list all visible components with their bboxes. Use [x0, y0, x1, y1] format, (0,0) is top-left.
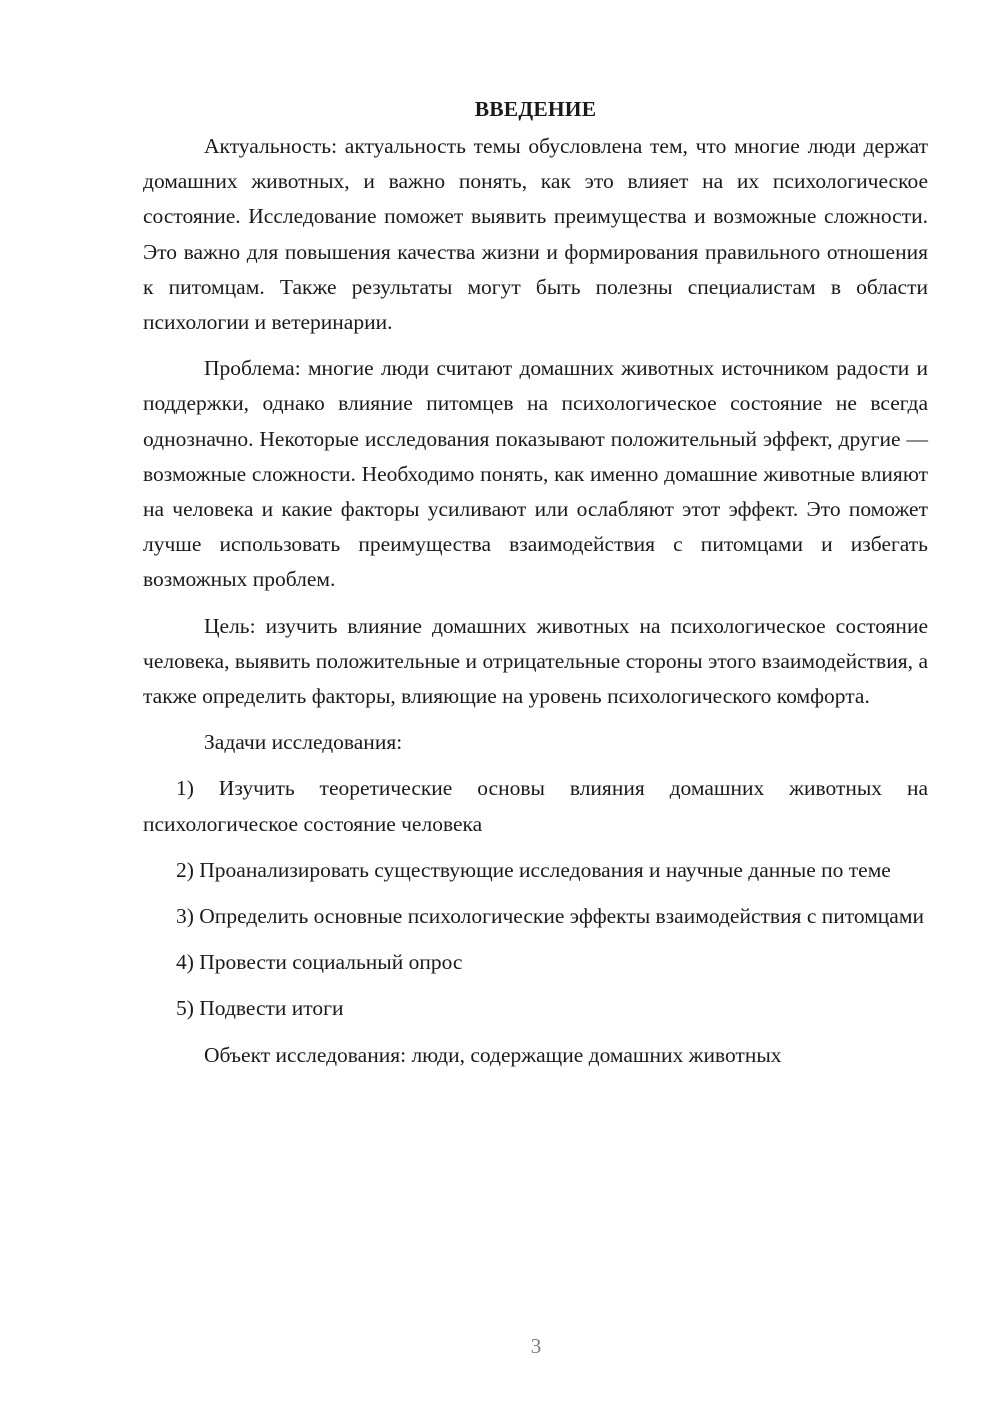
page-title: ВВЕДЕНИЕ — [474, 97, 597, 121]
task-item-5: 5) Подвести итоги — [176, 996, 344, 1021]
tasks-heading: Задачи исследования: — [204, 730, 403, 755]
task-item-4: 4) Провести социальный опрос — [176, 950, 463, 975]
document-page — [143, 92, 928, 1084]
page-number: 3 — [530, 1334, 542, 1358]
paragraph-goal: Цель: изучить влияние домашних животных на психологическое состояние человека, выявить положительные и отрицательные стороны этого взаимодействия, а также определить факторы, влияющие на уровень психологического комфорта. — [143, 613, 928, 709]
task-item-2: 2) Проанализировать существующие исследования и научные данные по теме — [176, 857, 891, 882]
paragraph-relevance: Актуальность: актуальность темы обусловлена тем, что многие люди держат домашних животных, и важно понять, как это влияет на их психологическое состояние. Исследование поможет выявить преимущества и возможные сложности. Это важно для повышения качества жизни и формирования правильного отношения к питомцам. Также результаты могут быть полезны специалистам в области психологии и ветеринарии. — [143, 134, 928, 335]
task-item-3: 3) Определить основные психологические эффекты взаимодействия с питомцами — [176, 904, 924, 929]
task-item-1: 1) Изучить теоретические основы влияния домашних животных на психологическое состояние человека — [143, 776, 928, 836]
paragraph-object: Объект исследования: люди, содержащие домашних животных — [204, 1042, 782, 1067]
paragraph-problem: Проблема: многие люди считают домашних животных источником радости и поддержки, однако влияние питомцев на психологическое состояние не всегда однозначно. Некоторые исследования показывают положительный эффект, другие — возможные сложности. Необходимо понять, как именно домашние животные влияют на человека и какие факторы усиливают или ослабляют этот эффект. Это поможет лучше использовать преимущества взаимодействия с питомцами и избегать возможных проблем. — [143, 356, 928, 592]
